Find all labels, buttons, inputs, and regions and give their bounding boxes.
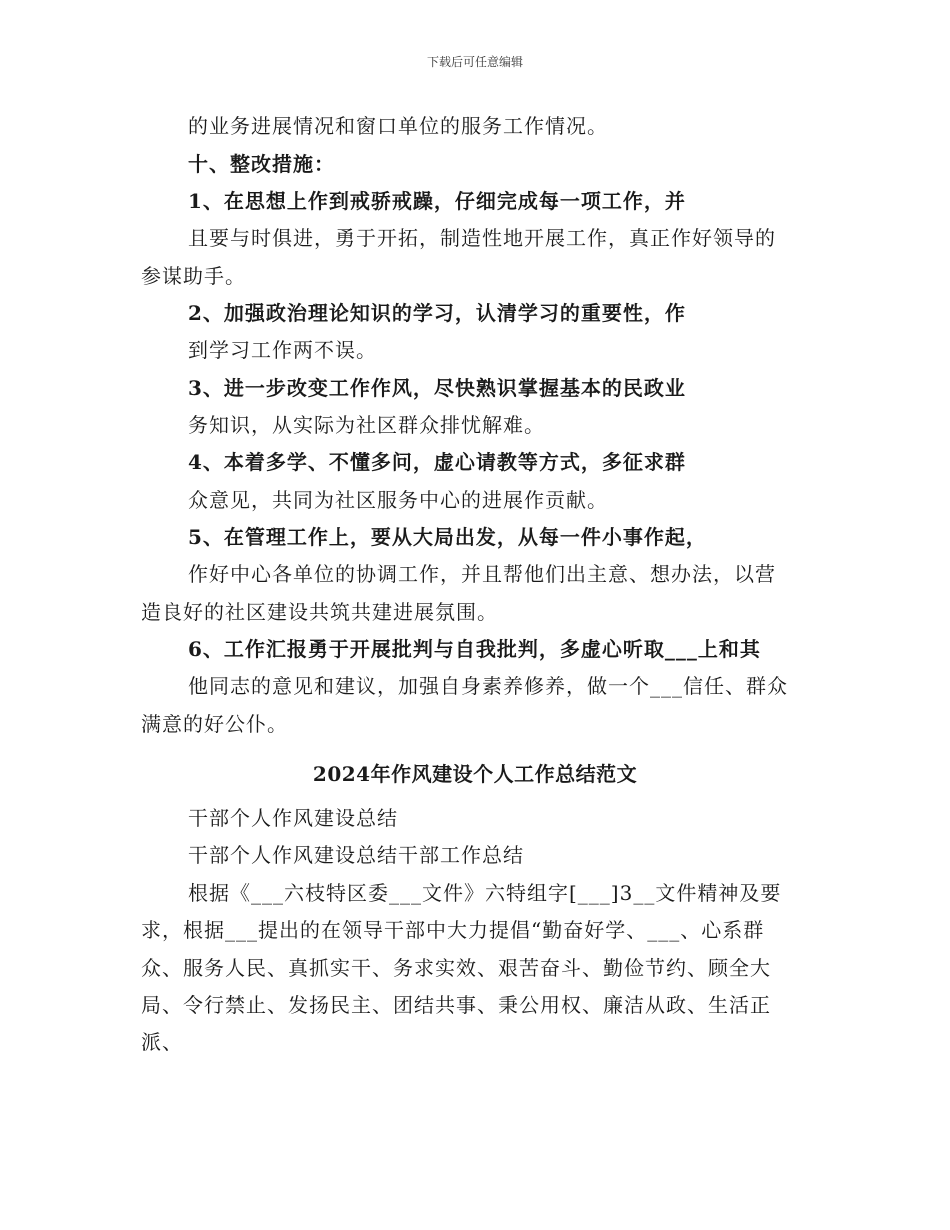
paragraph-line: 参谋助手。 <box>141 264 246 288</box>
measure-item-6: 6、工作汇报勇于开展批判与自我批判，多虚心听取___上和其 <box>188 637 761 661</box>
paragraph-line: 的业务进展情况和窗口单位的服务工作情况。 <box>188 114 608 138</box>
measure-item-5: 5、在管理工作上，要从大局出发，从每一件小事作起， <box>188 525 707 549</box>
measure-item-1: 1、在思想上作到戒骄戒躁，仔细完成每一项工作，并 <box>188 189 686 213</box>
paragraph-line: 局、令行禁止、发扬民主、团结共事、秉公用权、廉洁从政、生活正 <box>141 993 771 1017</box>
paragraph-line: 众意见，共同为社区服务中心的进展作贡献。 <box>188 488 608 512</box>
section-heading: 十、整改措施： <box>188 152 335 176</box>
paragraph-line: 求，根据___提出的在领导干部中大力提倡“勤奋好学、___、心系群 <box>141 918 765 942</box>
paragraph-line: 造良好的社区建设共筑共建进展氛围。 <box>141 600 498 624</box>
paragraph-line: 干部个人作风建设总结 <box>188 806 398 830</box>
paragraph-line: 满意的好公仆。 <box>141 712 288 736</box>
paragraph-line: 务知识，从实际为社区群众排忧解难。 <box>188 413 545 437</box>
paragraph-line: 根据《___六枝特区委___文件》六特组字[___]3__文件精神及要 <box>188 881 782 905</box>
paragraph-line: 到学习工作两不误。 <box>188 338 377 362</box>
paragraph-line: 且要与时俱进，勇于开拓，制造性地开展工作，真正作好领导的 <box>188 226 776 250</box>
measure-item-3: 3、进一步改变工作作风，尽快熟识掌握基本的民政业 <box>188 376 686 400</box>
measure-item-4: 4、本着多学、不懂多问，虚心请教等方式，多征求群 <box>188 450 686 474</box>
paragraph-line: 派、 <box>141 1030 183 1054</box>
paragraph-line: 他同志的意见和建议，加强自身素养修养，做一个___信任、群众 <box>188 674 788 698</box>
page-header: 下载后可任意编辑 <box>426 55 523 69</box>
measure-item-2: 2、加强政治理论知识的学习，认清学习的重要性，作 <box>188 301 686 325</box>
paragraph-line: 作好中心各单位的协调工作，并且帮他们出主意、想办法，以营 <box>188 562 776 586</box>
paragraph-line: 众、服务人民、真抓实干、务求实效、艰苦奋斗、勤俭节约、顾全大 <box>141 956 771 980</box>
document-title: 2024年作风建设个人工作总结范文 <box>312 762 638 786</box>
paragraph-line: 干部个人作风建设总结干部工作总结 <box>188 843 524 867</box>
